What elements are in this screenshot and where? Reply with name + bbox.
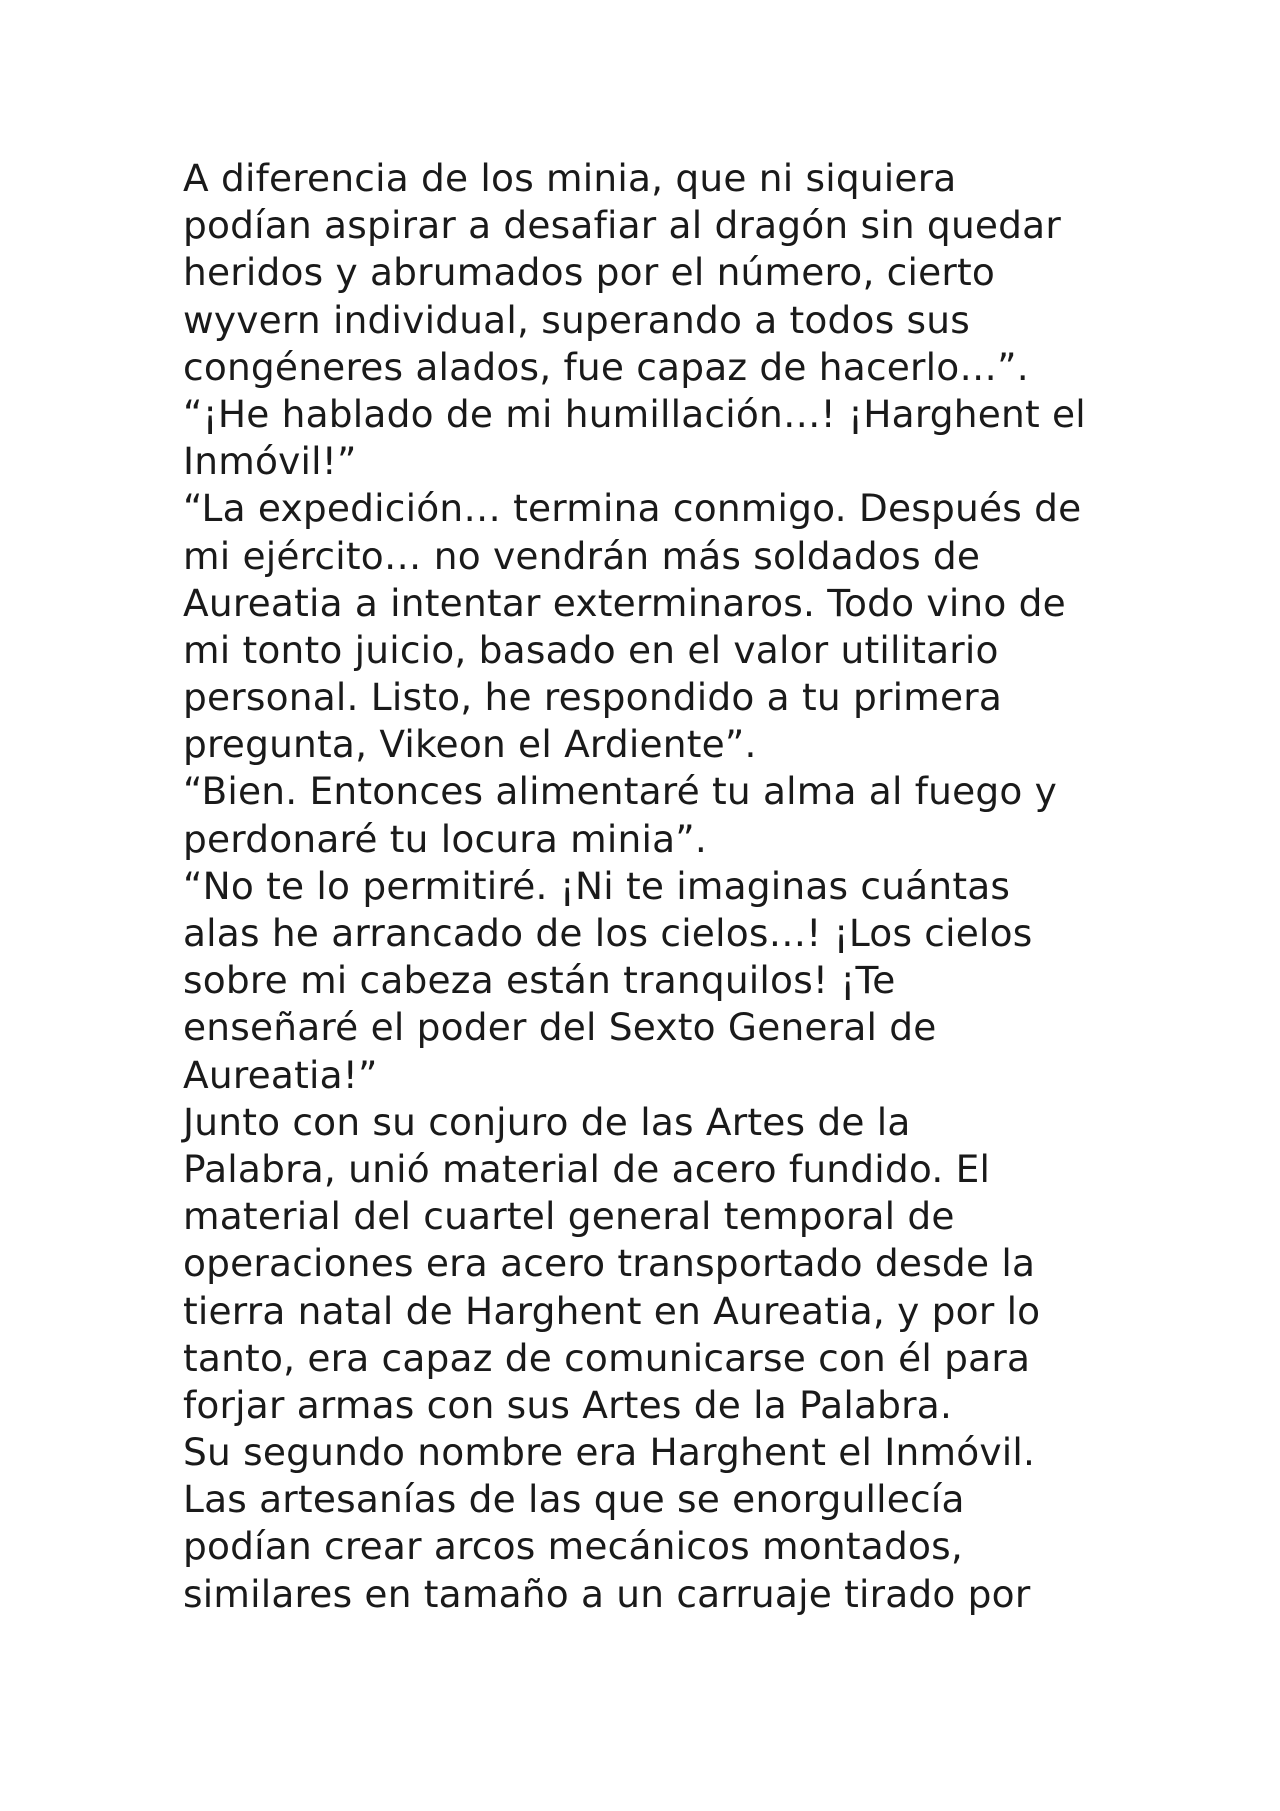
text-line: alas he arrancado de los cielos…! ¡Los cielos	[183, 911, 1033, 955]
text-line: podían crear arcos mecánicos montados,	[183, 1524, 963, 1569]
text-line: similares en tamaño a un carruaje tirado por	[183, 1571, 1031, 1616]
text-line: Aureatia!”	[183, 1052, 378, 1097]
text-line: material del cuartel general temporal de	[183, 1194, 955, 1239]
text-line: operaciones era acero transportado desde la	[183, 1241, 1036, 1286]
text-line: Su segundo nombre era Harghent el Inmóvil.	[183, 1430, 1036, 1475]
text-line: sobre mi cabeza están tranquilos! ¡Te	[183, 958, 896, 1003]
text-line: perdonaré tu locura minia”.	[183, 816, 708, 861]
text-line: Palabra, unió material de acero fundido. El	[183, 1146, 991, 1191]
text-line: Junto con su conjuro de las Artes de la	[183, 1099, 911, 1144]
text-line: Aureatia a intentar exterminaros. Todo vino de	[183, 580, 1066, 625]
text-line: “Bien. Entonces alimentaré tu alma al fuego y	[183, 769, 1058, 814]
text-line: forjar armas con sus Artes de la Palabra.	[183, 1382, 953, 1427]
text-line: personal. Listo, he respondido a tu primera	[183, 675, 1003, 720]
text-line: podían aspirar a desafiar al dragón sin quedar	[183, 203, 1061, 248]
text-line: “¡He hablado de mi humillación…! ¡Harghent el	[183, 391, 1086, 436]
text-line: tanto, era capaz de comunicarse con él para	[183, 1335, 1031, 1380]
text-line: “La expedición… termina conmigo. Después de	[183, 486, 1082, 531]
text-line: congéneres alados, fue capaz de hacerlo…”.	[183, 344, 1029, 389]
text-line: mi ejército… no vendrán más soldados de	[183, 533, 981, 578]
text-line: mi tonto juicio, basado en el valor utilitario	[183, 627, 999, 672]
text-line: “No te lo permitiré. ¡Ni te imaginas cuántas	[183, 863, 1011, 908]
body-text	[183, 155, 1183, 1618]
text-line: A diferencia de los minia, que ni siquiera	[183, 156, 957, 200]
text-line: wyvern individual, superando a todos sus	[183, 297, 971, 342]
text-line: pregunta, Vikeon el Ardiente”.	[183, 722, 757, 767]
text-line: heridos y abrumados por el número, cierto	[183, 250, 996, 295]
text-line: enseñaré el poder del Sexto General de	[183, 1005, 937, 1050]
text-line: tierra natal de Harghent en Aureatia, y por lo	[183, 1288, 1041, 1333]
text-line: Las artesanías de las que se enorgullecía	[183, 1477, 965, 1522]
text-line: Inmóvil!”	[183, 439, 357, 484]
